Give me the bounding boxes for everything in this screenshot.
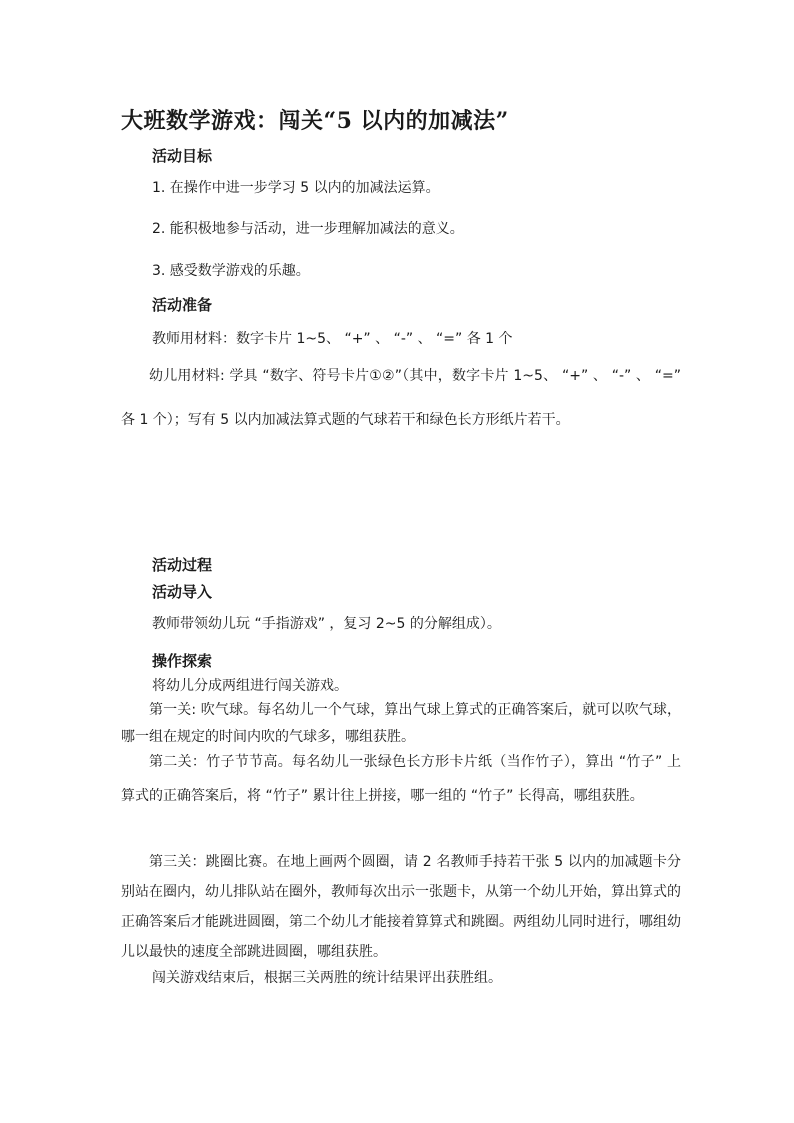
prep-teacher-materials: 教师用材料：数字卡片 1~5、 “+” 、 “-” 、 “=” 各 1 个: [152, 331, 513, 347]
level-3-text: 第三关：跳圈比赛。在地上画两个圆圈，请 2 名教师手持若干张 5 以内的加减题卡分别站在圈内，幼儿排队站在圈外，教师每次出示一张题卡，从第一个幼儿开始，算出算式的正确答案后才能跳进圆圈，第二个幼儿才能接着算算式和跳圈。两组幼儿同时进行，哪组幼儿以最快的速度全部跳进圆圈，哪组获胜。: [121, 854, 681, 960]
level-1-text: 第一关: 吹气球。每名幼儿一个气球，算出气球上算式的正确答案后，就可以吹气球，哪一组在规定的时间内吹的气球多，哪组获胜。: [121, 702, 681, 745]
goal-item-1: 1. 在操作中进一步学习 5 以内的加减法运算。: [152, 180, 440, 196]
explore-heading: 操作探索: [152, 652, 213, 670]
intro-heading: 活动导入: [152, 583, 213, 601]
intro-text: 教师带领幼儿玩 “手指游戏” ，复习 2~5 的分解组成）。: [152, 616, 501, 632]
conclusion-text: 闯关游戏结束后，根据三关两胜的统计结果评出获胜组。: [152, 970, 502, 986]
goal-item-3: 3. 感受数学游戏的乐趣。: [152, 263, 310, 279]
prep-children-materials: 幼儿用材料: 学具 “数字、符号卡片①②”（其中，数字卡片 1~5、 “+” 、 “-” 、 “=” 各 1 个）；写有 5 以内加减法算式题的气球若干和绿色长方形纸片若干。: [121, 368, 681, 428]
document-title: 大班数学游戏：闯关“5 以内的加减法”: [121, 108, 509, 134]
goal-item-2: 2. 能积极地参与活动，进一步理解加减法的意义。: [152, 221, 464, 237]
goals-heading: 活动目标: [152, 147, 213, 165]
level-2-text: 第二关：竹子节节高。每名幼儿一张绿色长方形卡片纸（当作竹子），算出 “竹子” 上算式的正确答案后，将 “竹子” 累计往上拼接，哪一组的 “竹子” 长得高，哪组获胜。: [121, 754, 681, 804]
prep-heading: 活动准备: [152, 296, 213, 314]
explore-intro: 将幼儿分成两组进行闯关游戏。: [152, 678, 348, 694]
process-heading: 活动过程: [152, 556, 213, 574]
